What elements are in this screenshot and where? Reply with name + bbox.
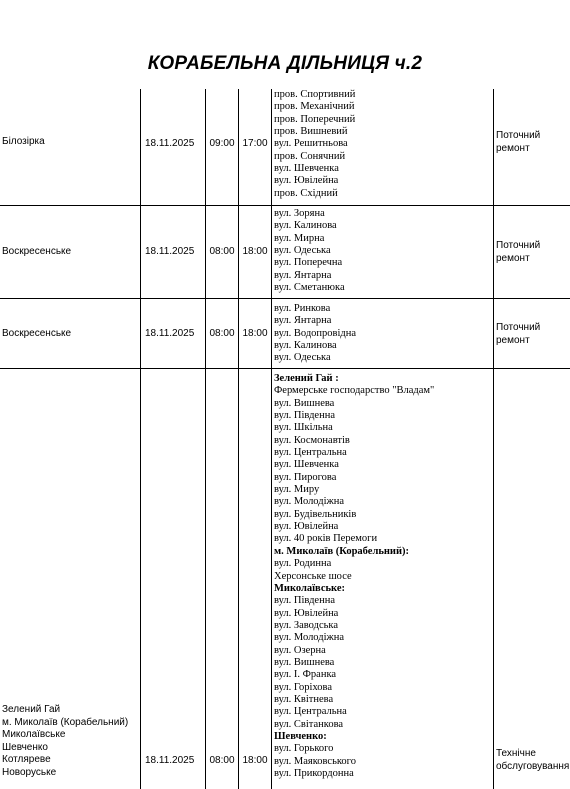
row-divider (0, 298, 570, 299)
settlement-name: м. Миколаїв (Корабельний) (2, 716, 129, 728)
end-time-cell: 18:00 (242, 246, 268, 257)
street-line: Херсонське шосе (274, 570, 352, 582)
street-line: вул. Озерна (274, 644, 326, 656)
street-line: вул. Вишнева (274, 656, 335, 668)
settlement-name: Воскресенське (2, 328, 72, 339)
column-divider (205, 89, 206, 789)
street-group-heading: Зелений Гай : (274, 373, 339, 384)
street-line: вул. Вишнева (274, 397, 335, 409)
street-line: вул. Будівельників (274, 508, 357, 520)
settlement-name: Воскресенське (2, 246, 72, 257)
streets-cell (274, 373, 492, 780)
streets-cell (274, 208, 492, 294)
settlement-cell (2, 246, 140, 259)
street-line: вул. Південна (274, 410, 335, 422)
street-line: вул. Янтарна (274, 269, 332, 281)
column-divider (238, 89, 239, 789)
street-line: пров. Поперечний (274, 113, 356, 125)
street-line: вул. І. Франка (274, 669, 337, 681)
street-line: вул. Миру (274, 484, 320, 496)
settlement-name: Котляреве (2, 754, 51, 765)
settlement-name: Білозірка (2, 136, 45, 147)
street-line: вул. Одеська (274, 245, 331, 257)
date-cell: 18.11.2025 (145, 138, 195, 149)
street-line: вул. Центральна (274, 706, 347, 718)
start-time-cell: 09:00 (209, 138, 235, 149)
street-line: вул. Янтарна (274, 315, 332, 327)
street-line: вул. Ювілейна (274, 607, 339, 619)
settlement-name: Шевченко (2, 741, 48, 753)
end-time-cell: 18:00 (242, 755, 268, 766)
street-line: вул. Пирогова (274, 471, 337, 483)
date-cell: 18.11.2025 (145, 755, 195, 766)
street-line: вул. Центральна (274, 447, 347, 459)
street-line: вул. Ювілейна (274, 521, 339, 533)
settlement-cell (2, 704, 140, 779)
reason-cell: Поточний ремонт (496, 130, 541, 154)
street-line: вул. Космонавтів (274, 434, 350, 446)
page-title: КОРАБЕЛЬНА ДІЛЬНИЦЯ ч.2 (147, 53, 423, 74)
street-line: вул. Сметанюка (274, 282, 345, 294)
settlement-cell (2, 328, 140, 341)
street-line: вул. 40 років Перемоги (274, 533, 378, 545)
street-line: вул. Шкільна (274, 422, 333, 434)
settlement-cell (2, 136, 140, 149)
street-line: пров. Спортивний (274, 89, 356, 100)
settlement-name: Зелений Гай (2, 704, 61, 715)
column-divider (140, 89, 141, 789)
streets-cell (274, 89, 492, 200)
street-line: вул. Горіхова (274, 681, 333, 693)
street-line: вул. Горького (274, 743, 334, 755)
street-line: вул. Калинова (274, 340, 337, 352)
street-line: Фермерське господарство "Владам" (274, 385, 435, 397)
end-time-cell: 18:00 (242, 328, 268, 339)
street-line: вул. Шевченка (274, 163, 339, 175)
street-line: вул. Шевченка (274, 459, 339, 471)
street-line: вул. Прикордонна (274, 768, 354, 779)
settlement-name: Новоруське (2, 766, 57, 778)
row-divider (0, 368, 570, 369)
street-group-heading: м. Миколаїв (Корабельний): (274, 545, 410, 557)
reason-cell: Поточний ремонт (496, 240, 541, 264)
street-line: вул. Світанкова (274, 718, 344, 730)
date-cell: 18.11.2025 (145, 246, 195, 257)
street-line: вул. Родинна (274, 558, 332, 570)
street-line: вул. Ювілейна (274, 175, 339, 187)
street-group-heading: Миколаївське: (274, 582, 345, 594)
street-group-heading: Шевченко: (274, 730, 327, 742)
start-time-cell: 08:00 (209, 328, 235, 339)
street-line: пров. Сонячний (274, 150, 346, 162)
streets-cell (274, 303, 492, 365)
street-line: пров. Східний (274, 187, 338, 199)
street-line: вул. Маяковського (274, 755, 356, 767)
street-line: вул. Молодіжна (274, 632, 345, 644)
reason-cell: Технічне обслуговування (496, 748, 570, 772)
street-line: вул. Молодіжна (274, 496, 345, 508)
street-line: пров. Вишневий (274, 126, 348, 138)
end-time-cell: 17:00 (242, 138, 268, 149)
street-line: вул. Поперечна (274, 257, 343, 269)
street-line: вул. Одеська (274, 352, 331, 364)
street-line: вул. Зоряна (274, 208, 325, 219)
start-time-cell: 08:00 (209, 755, 235, 766)
date-cell: 18.11.2025 (145, 328, 195, 339)
column-divider (271, 89, 272, 789)
column-divider (493, 89, 494, 789)
start-time-cell: 08:00 (209, 246, 235, 257)
street-line: вул. Ринкова (274, 303, 331, 314)
street-line: вул. Решитньова (274, 138, 348, 150)
settlement-name: Миколаївське (2, 729, 66, 740)
street-line: вул. Квітнева (274, 693, 334, 705)
street-line: вул. Заводська (274, 619, 339, 631)
street-line: вул. Мирна (274, 232, 325, 244)
street-line: вул. Водопровідна (274, 327, 357, 339)
reason-cell: Поточний ремонт (496, 322, 541, 346)
street-line: пров. Механічний (274, 101, 355, 113)
street-line: вул. Калинова (274, 220, 337, 232)
row-divider (0, 205, 570, 206)
street-line: вул. Південна (274, 595, 335, 607)
